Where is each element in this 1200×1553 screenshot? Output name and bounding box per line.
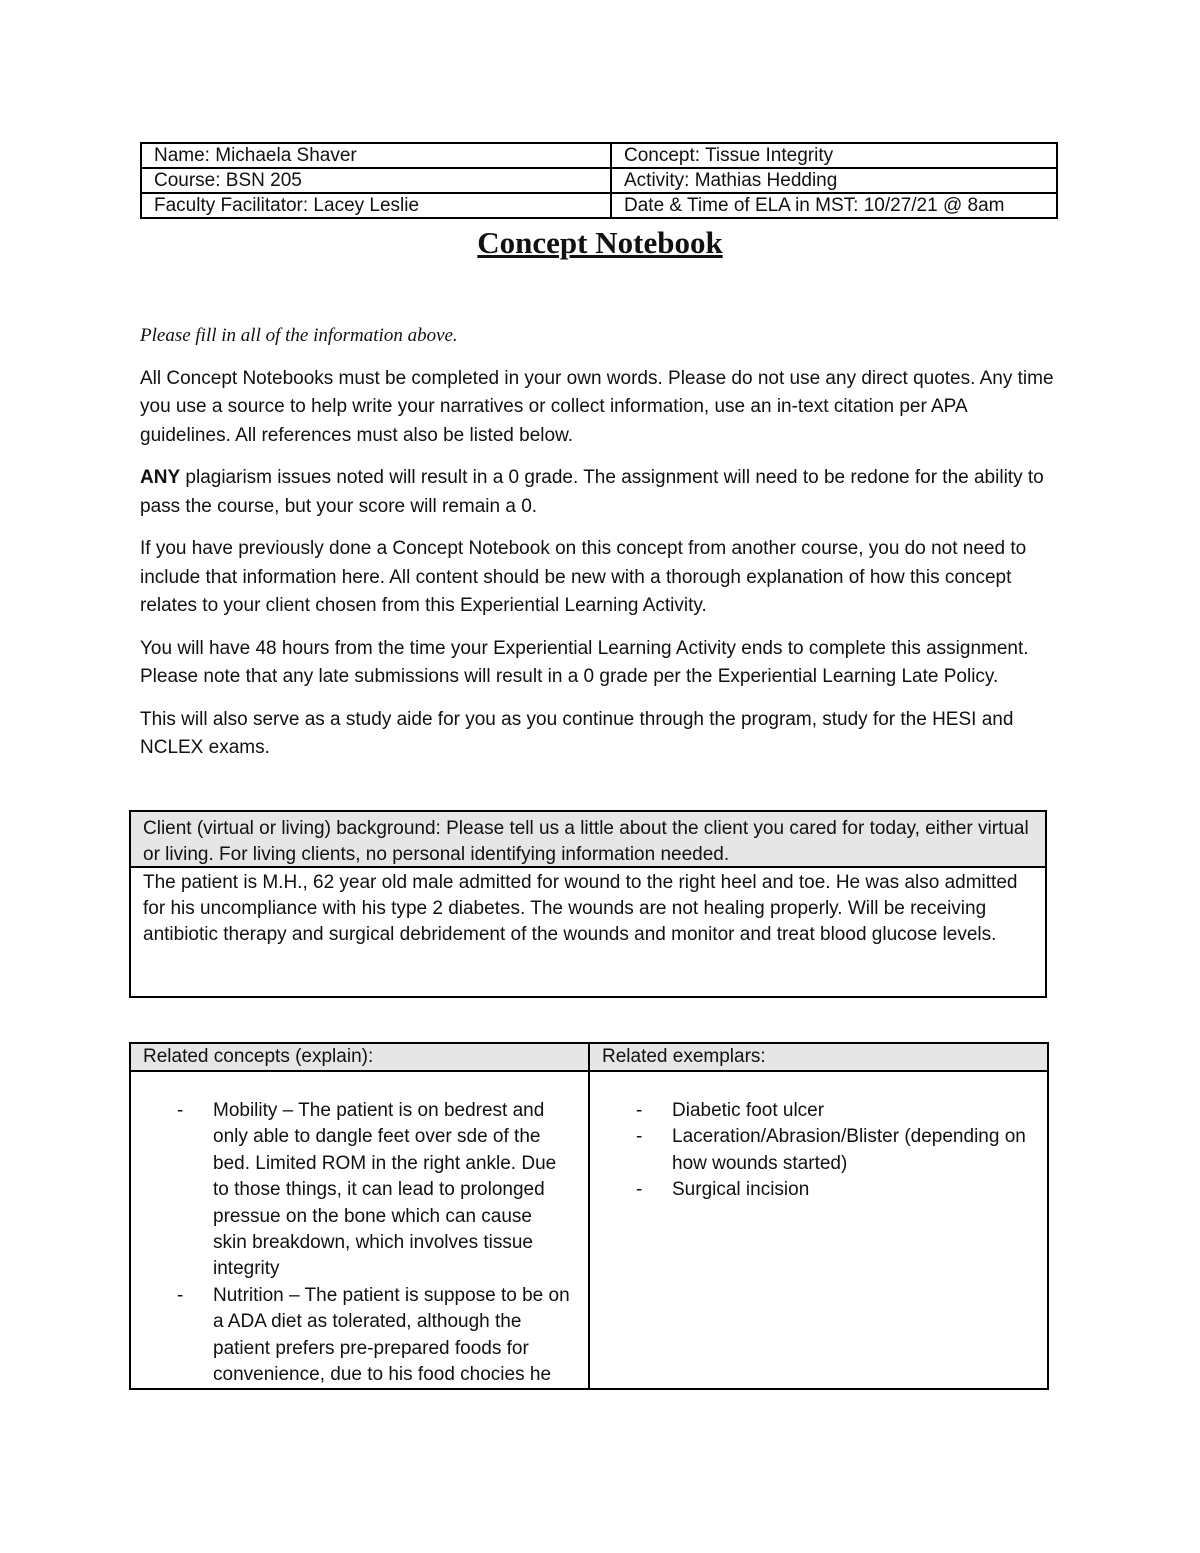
activity-name: Activity: Mathias Hedding (611, 168, 1057, 193)
course-name: Course: BSN 205 (141, 168, 611, 193)
info-row (141, 168, 1057, 193)
related-exemplars-header: Related exemplars: (589, 1043, 1048, 1071)
related-concepts-cell (130, 1071, 589, 1389)
list-item (590, 1098, 1047, 1124)
plagiarism-emphasis: ANY (140, 467, 181, 488)
instructions (140, 322, 1060, 777)
concept-name: Concept: Tissue Integrity (611, 143, 1057, 168)
related-exemplars-list (590, 1072, 1047, 1204)
list-item (131, 1098, 588, 1283)
list-item (590, 1124, 1047, 1177)
ela-datetime: Date & Time of ELA in MST: 10/27/21 @ 8am (611, 193, 1057, 218)
exemplar-text: Laceration/Abrasion/Blister (depending on how wounds started) (672, 1126, 1026, 1174)
fill-in-instruction: Please fill in all of the information above. (140, 325, 458, 346)
bullet-dash: - (177, 1100, 184, 1121)
faculty-facilitator: Faculty Facilitator: Lacey Leslie (141, 193, 611, 218)
page-title: Concept Notebook (477, 225, 723, 260)
client-background-box (129, 810, 1047, 998)
own-words-instruction: All Concept Notebooks must be completed in your own words. Please do not use any direct quotes. Any time you use a source to help write your narratives or collect information, use an in-text citation per APA guidelines. All references must also be listed below. (140, 367, 1054, 446)
bullet-dash: - (636, 1126, 643, 1148)
concept-text: Nutrition – The patient is suppose to be on a ADA diet as tolerated, although the patient prefers pre-prepared foods for convenience, due to his food chocies he (213, 1284, 570, 1386)
bullet-dash: - (636, 1179, 643, 1201)
plagiarism-instruction (140, 464, 1060, 521)
related-content-row (130, 1071, 1048, 1389)
info-row (141, 143, 1057, 168)
student-name: Name: Michaela Shaver (141, 143, 611, 168)
related-header-row (130, 1043, 1048, 1071)
concept-text: Mobility – The patient is on bedrest and only able to dangle feet over sde of the bed. Limited ROM in the right ankle. Due to those things, it can lead to prolonged pressue on the bone which can cause skin breakdown, which involves tissue integrity (213, 1100, 557, 1280)
plagiarism-text: plagiarism issues noted will result in a 0 grade. The assignment will need to be redone for the ability to pass the course, but your score will remain a 0. (140, 467, 1044, 517)
related-exemplars-cell (589, 1071, 1048, 1389)
client-background-text: The patient is M.H., 62 year old male admitted for wound to the right heel and toe. He was also admitted for his uncompliance with his type 2 diabetes. The wounds are not healing properly. Will be receiving antibiotic therapy and surgical debridement of the wounds and monitor and treat blood glucose levels. (143, 872, 1018, 945)
client-background-heading: Client (virtual or living) background: Please tell us a little about the client you cared for today, either virtual or living. For living clients, no personal identifying information needed. (131, 812, 1045, 868)
study-aide-instruction: This will also serve as a study aide for you as you continue through the program, study for the HESI and NCLEX exams. (140, 708, 1014, 758)
bullet-dash: - (636, 1100, 643, 1121)
list-item (590, 1177, 1047, 1203)
related-concepts-list (131, 1072, 588, 1388)
exemplar-text: Diabetic foot ulcer (672, 1100, 825, 1121)
bullet-dash: - (177, 1284, 184, 1306)
list-item (131, 1283, 588, 1389)
info-row (141, 193, 1057, 218)
related-concepts-header: Related concepts (explain): (130, 1043, 589, 1071)
previous-notebook-instruction: If you have previously done a Concept Notebook on this concept from another course, you do not need to include that information here. All content should be new with a thorough explanation of how this concept relates to your client chosen from this Experiential Learning Activity. (140, 538, 1027, 616)
deadline-instruction: You will have 48 hours from the time your Experiential Learning Activity ends to complete this assignment. Please note that any late submissions will result in a 0 grade per the Experiential Learning Late Policy. (140, 637, 1029, 687)
related-table (129, 1042, 1049, 1390)
exemplar-text: Surgical incision (672, 1179, 810, 1201)
student-info-table (140, 142, 1058, 219)
